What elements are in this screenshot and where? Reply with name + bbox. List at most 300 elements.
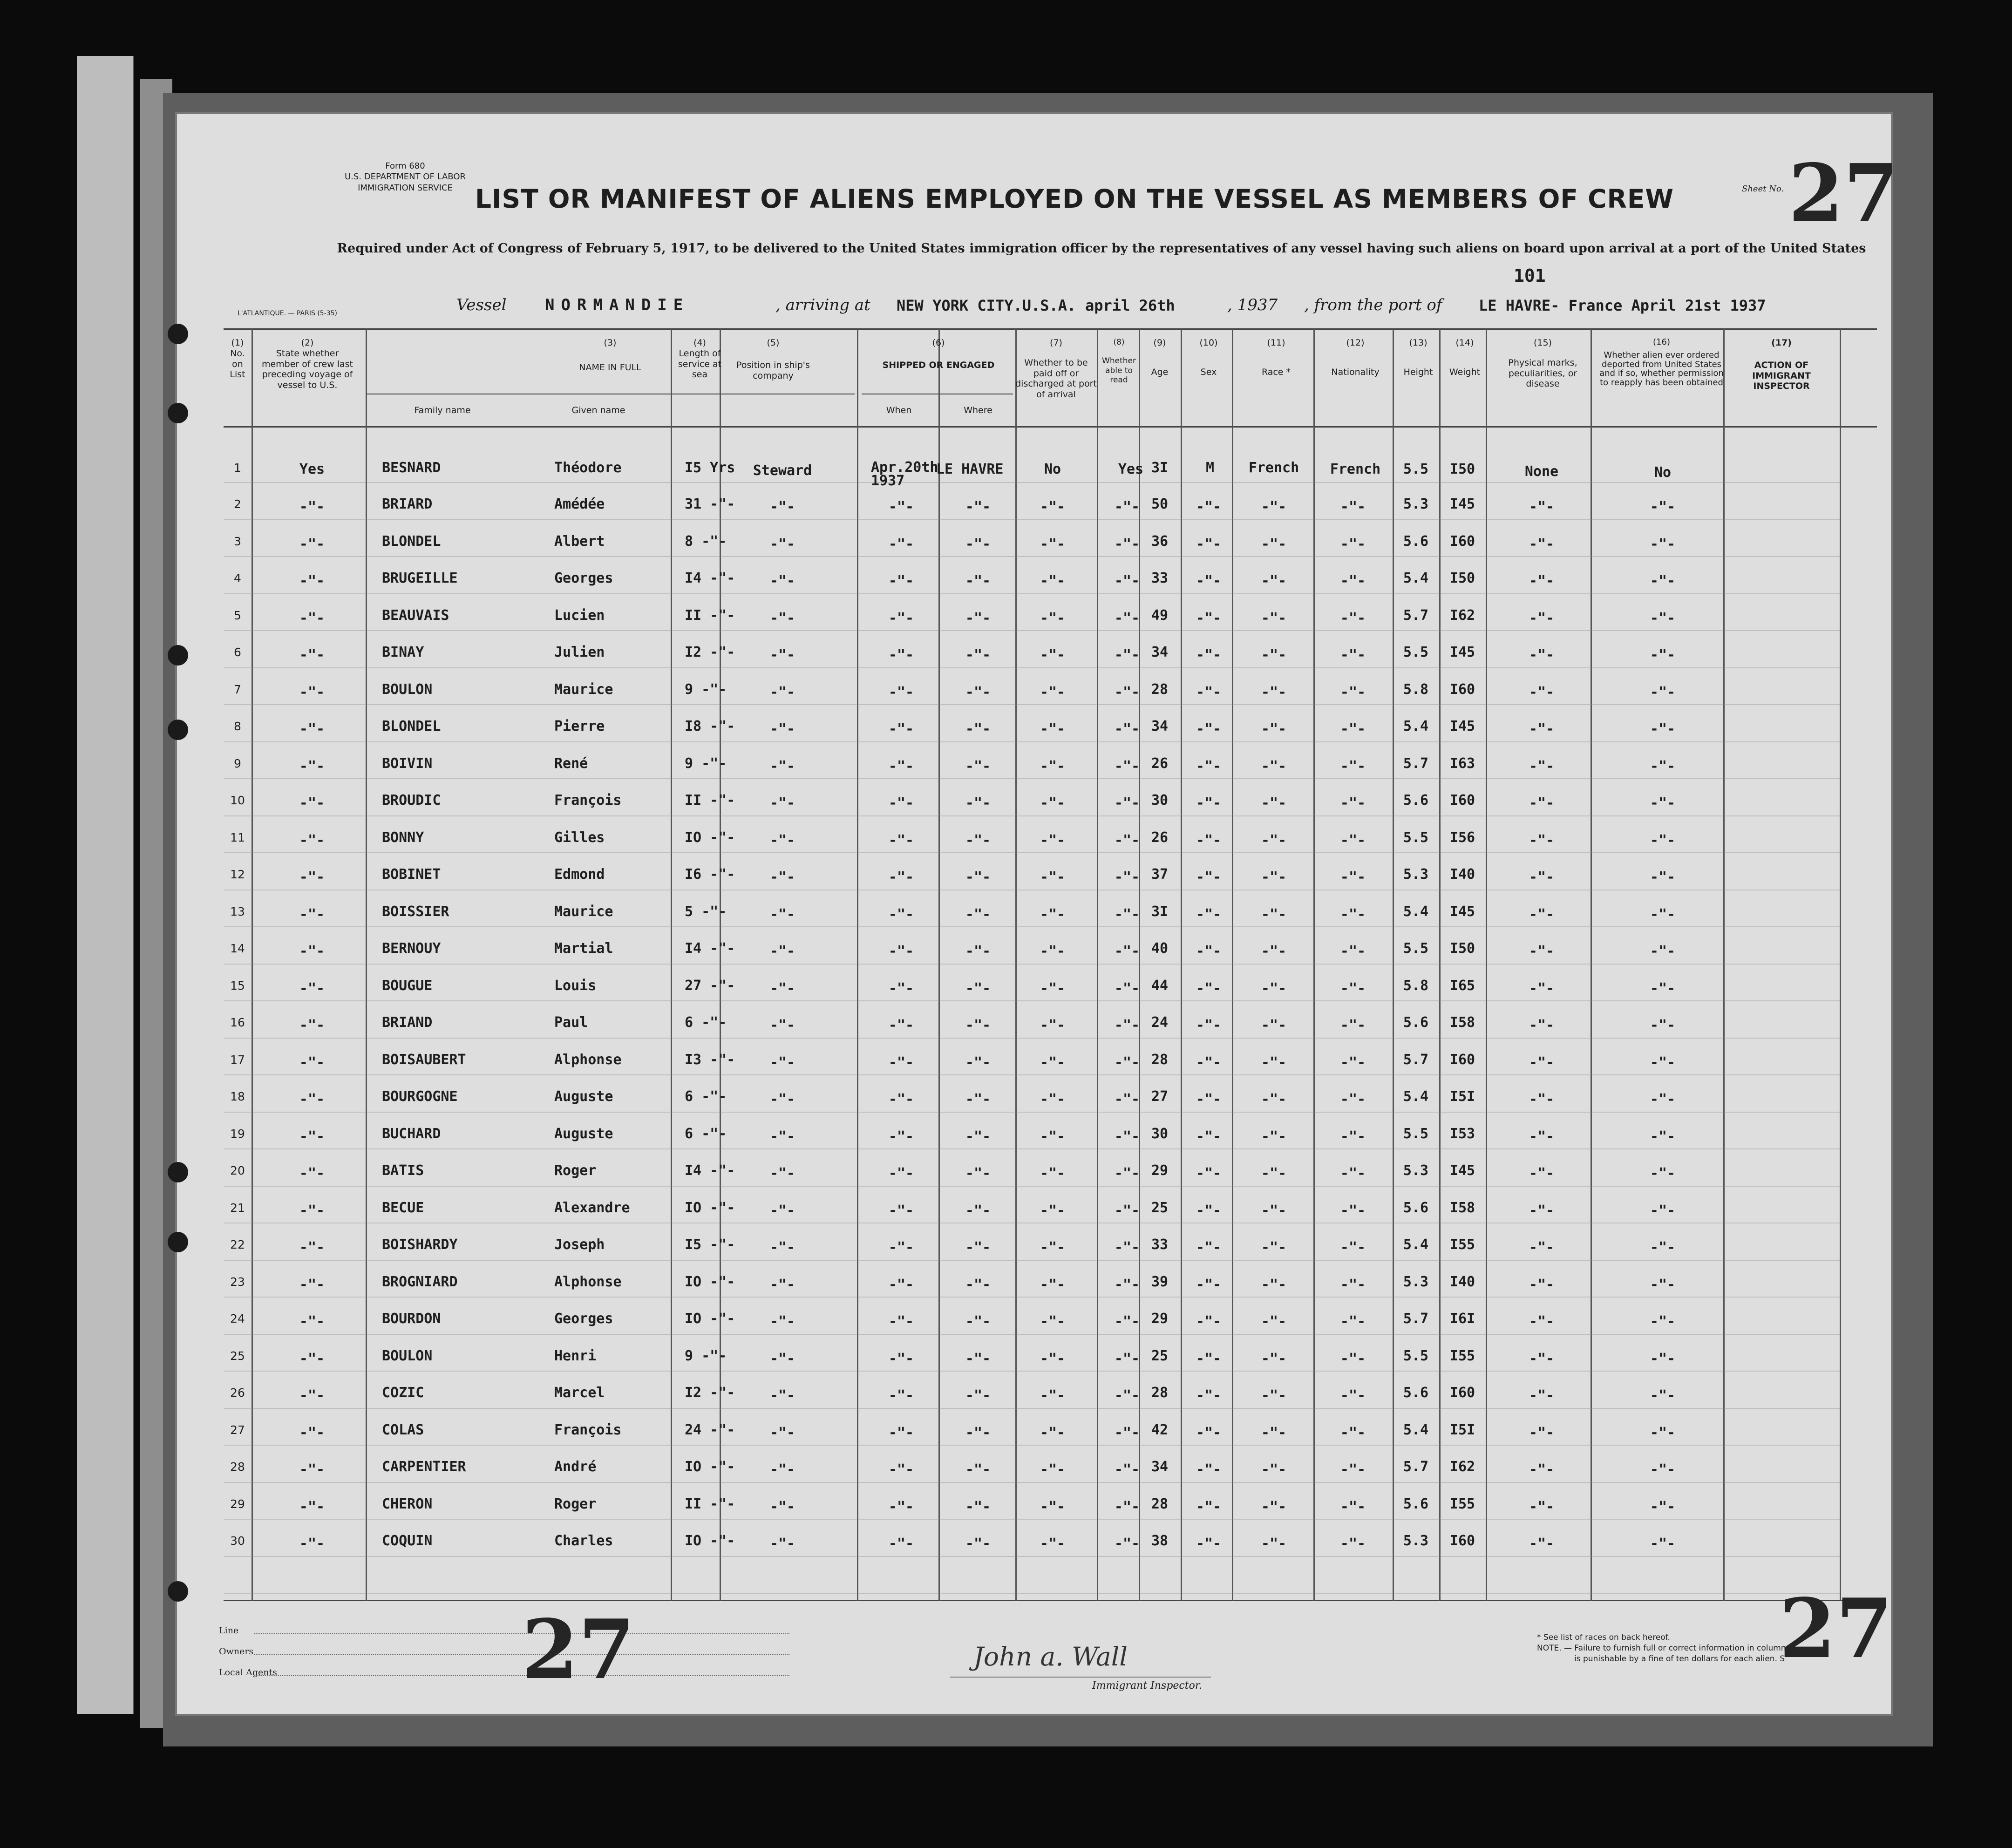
cell-able-to-read: -"- — [1114, 1535, 1140, 1552]
cell-age: 44 — [1151, 978, 1169, 994]
cell-physical-marks: -"- — [1529, 499, 1555, 515]
cell-position: -"- — [769, 1128, 795, 1145]
table-bottom-border — [224, 1600, 1877, 1601]
cell-deported: -"- — [1650, 869, 1676, 885]
cell-paid-off: -"- — [1040, 906, 1066, 923]
arrival-port: NEW YORK CITY.U.S.A. — [897, 297, 1076, 314]
cell-able-to-read: -"- — [1114, 1165, 1140, 1182]
cell-given-name: Auguste — [554, 1088, 613, 1105]
cell-position: -"- — [769, 1425, 795, 1441]
cell-sex: -"- — [1196, 721, 1222, 737]
cell-when: -"- — [888, 1387, 914, 1404]
row-rule — [224, 1297, 1840, 1298]
cell-where: -"- — [965, 1017, 991, 1033]
cell-sex: -"- — [1196, 1461, 1222, 1478]
cell-paid-off: -"- — [1040, 1054, 1066, 1071]
cell-family-name: BOISSIER — [382, 904, 449, 920]
cell-weight: I62 — [1449, 1459, 1475, 1475]
cell-sex: -"- — [1196, 1535, 1222, 1552]
sheet-label: Sheet No. — [1742, 184, 1784, 194]
cell-weight: I60 — [1449, 1385, 1475, 1401]
cell-sex: -"- — [1196, 499, 1222, 515]
cell-family-name: BLONDEL — [382, 718, 441, 734]
cell-nationality: -"- — [1340, 1091, 1366, 1107]
column-rule — [1439, 329, 1441, 1601]
cell-given-name: François — [554, 1422, 622, 1438]
cell-service-length: 6 -"- — [685, 1088, 727, 1105]
row-number: 22 — [230, 1238, 245, 1251]
cell-previous-voyage: Yes — [299, 461, 325, 477]
cell-deported: -"- — [1650, 1461, 1676, 1478]
cell-when: -"- — [888, 1313, 914, 1330]
cell-height: 5.5 — [1403, 829, 1429, 846]
cell-age: 30 — [1151, 1126, 1169, 1142]
vessel-label: Vessel — [456, 296, 507, 314]
vessel-name: NORMANDIE — [545, 296, 690, 314]
cell-family-name: BOURDON — [382, 1311, 441, 1327]
cell-where: -"- — [965, 943, 991, 959]
cell-race: -"- — [1261, 1239, 1287, 1256]
cell-where: LE HAVRE — [936, 461, 1004, 477]
row-rule — [224, 815, 1840, 816]
row-number: 7 — [234, 683, 241, 696]
cell-able-to-read: -"- — [1114, 721, 1140, 737]
cell-family-name: BATIS — [382, 1162, 424, 1179]
cell-physical-marks: -"- — [1529, 906, 1555, 923]
cell-physical-marks: -"- — [1529, 758, 1555, 775]
cell-height: 5.5 — [1403, 1126, 1429, 1142]
cell-paid-off: -"- — [1040, 1203, 1066, 1219]
row-rule — [224, 1593, 1840, 1594]
col-header-read: (8) Whether able to read — [1102, 338, 1136, 385]
cell-where: -"- — [965, 906, 991, 923]
cell-service-length: 9 -"- — [685, 681, 727, 698]
cell-physical-marks: -"- — [1529, 1128, 1555, 1145]
col-header-race: (11) Race * — [1261, 338, 1291, 377]
col-subheader-where: Where — [964, 405, 992, 415]
cell-service-length: I8 -"- — [685, 718, 735, 734]
cell-physical-marks: -"- — [1529, 1425, 1555, 1441]
cell-given-name: Louis — [554, 978, 597, 994]
row-number: 28 — [230, 1460, 245, 1474]
cell-where: -"- — [965, 684, 991, 700]
cell-race: -"- — [1261, 1165, 1287, 1182]
cell-service-length: 24 -"- — [685, 1422, 735, 1438]
cell-race: -"- — [1261, 573, 1287, 589]
col-header-previous-voyage: (2) State whether member of crew last preceding voyage of vessel to U.S. — [261, 338, 353, 391]
cell-previous-voyage: -"- — [299, 869, 325, 885]
cell-height: 5.8 — [1403, 978, 1429, 994]
row-rule — [224, 704, 1840, 705]
cell-paid-off: -"- — [1040, 573, 1066, 589]
cell-previous-voyage: -"- — [299, 684, 325, 700]
row-number: 29 — [230, 1497, 245, 1511]
row-number: 6 — [234, 645, 241, 659]
row-rule — [224, 1260, 1840, 1261]
cell-paid-off: -"- — [1040, 832, 1066, 849]
cell-nationality: -"- — [1340, 795, 1366, 811]
cell-weight: I60 — [1449, 1533, 1475, 1549]
cell-race: -"- — [1261, 1054, 1287, 1071]
cell-previous-voyage: -"- — [299, 1091, 325, 1107]
cell-able-to-read: -"- — [1114, 943, 1140, 959]
cell-nationality: -"- — [1340, 1165, 1366, 1182]
cell-deported: -"- — [1650, 1387, 1676, 1404]
signature-rule — [950, 1677, 1211, 1678]
cell-sex: -"- — [1196, 832, 1222, 849]
cell-weight: I58 — [1449, 1014, 1475, 1031]
cell-nationality: -"- — [1340, 832, 1366, 849]
cell-previous-voyage: -"- — [299, 647, 325, 663]
cell-physical-marks: -"- — [1529, 721, 1555, 737]
cell-height: 5.7 — [1403, 607, 1429, 624]
cell-position: -"- — [769, 832, 795, 849]
cell-weight: I60 — [1449, 533, 1475, 550]
cell-nationality: -"- — [1340, 758, 1366, 775]
cell-when: -"- — [888, 1165, 914, 1182]
cell-race: French — [1248, 460, 1299, 476]
cell-nationality: -"- — [1340, 1387, 1366, 1404]
cell-given-name: Martial — [554, 940, 613, 957]
col-subheader-family: Family name — [414, 405, 471, 415]
cell-previous-voyage: -"- — [299, 1535, 325, 1552]
cell-paid-off: -"- — [1040, 499, 1066, 515]
row-number: 19 — [230, 1127, 245, 1141]
row-rule — [224, 1112, 1840, 1113]
cell-when: -"- — [888, 573, 914, 589]
cell-family-name: BOULON — [382, 1348, 433, 1364]
column-rule — [1393, 329, 1394, 1601]
column-rule — [671, 329, 672, 1601]
cell-when: -"- — [888, 1203, 914, 1219]
cell-age: 3I — [1151, 460, 1169, 476]
cell-position: -"- — [769, 573, 795, 589]
cell-where: -"- — [965, 1203, 991, 1219]
cell-position: -"- — [769, 980, 795, 997]
cell-sex: -"- — [1196, 647, 1222, 663]
cell-paid-off: No — [1044, 461, 1061, 477]
cell-previous-voyage: -"- — [299, 1165, 325, 1182]
cell-position: -"- — [769, 1387, 795, 1404]
cell-race: -"- — [1261, 647, 1287, 663]
column-rule — [1840, 329, 1841, 1601]
cell-weight: I6I — [1449, 1311, 1475, 1327]
page-title: LIST OR MANIFEST OF ALIENS EMPLOYED ON THE VESSEL AS MEMBERS OF CREW — [475, 184, 1674, 214]
cell-height: 5.5 — [1403, 940, 1429, 957]
cell-paid-off: -"- — [1040, 1128, 1066, 1145]
cell-previous-voyage: -"- — [299, 1425, 325, 1441]
cell-nationality: -"- — [1340, 943, 1366, 959]
cell-weight: I55 — [1449, 1348, 1475, 1364]
cell-service-length: I3 -"- — [685, 1052, 735, 1068]
cell-sex: -"- — [1196, 1239, 1222, 1256]
cell-sex: -"- — [1196, 1017, 1222, 1033]
punch-hole — [168, 324, 188, 344]
cell-family-name: BUCHARD — [382, 1126, 441, 1142]
cell-race: -"- — [1261, 1017, 1287, 1033]
cell-sex: -"- — [1196, 758, 1222, 775]
row-number: 2 — [234, 497, 241, 511]
cell-where: -"- — [965, 758, 991, 775]
cell-deported: -"- — [1650, 795, 1676, 811]
cell-when: -"- — [888, 869, 914, 885]
cell-paid-off: -"- — [1040, 1535, 1066, 1552]
cell-service-length: 31 -"- — [685, 496, 735, 512]
table-top-border — [224, 328, 1877, 330]
sheet-number: 27 — [1788, 147, 1899, 240]
cell-race: -"- — [1261, 721, 1287, 737]
cell-service-length: 6 -"- — [685, 1126, 727, 1142]
cell-physical-marks: -"- — [1529, 1165, 1555, 1182]
cell-given-name: Marcel — [554, 1385, 605, 1401]
cell-nationality: -"- — [1340, 1277, 1366, 1293]
cell-age: 26 — [1151, 755, 1169, 772]
row-number: 27 — [230, 1423, 245, 1437]
cell-age: 38 — [1151, 1533, 1169, 1549]
cell-when: -"- — [888, 1239, 914, 1256]
cell-service-length: I4 -"- — [685, 1162, 735, 1179]
cell-able-to-read: -"- — [1114, 795, 1140, 811]
arrival-year: , 1937 — [1227, 296, 1278, 314]
cell-previous-voyage: -"- — [299, 906, 325, 923]
cell-position: -"- — [769, 684, 795, 700]
cell-sex: -"- — [1196, 906, 1222, 923]
arriving-label: , arriving at — [775, 296, 870, 314]
row-rule — [224, 741, 1840, 742]
column-rule — [1139, 329, 1140, 1601]
cell-previous-voyage: -"- — [299, 980, 325, 997]
row-number: 13 — [230, 905, 245, 918]
cell-physical-marks: -"- — [1529, 1017, 1555, 1033]
cell-height: 5.7 — [1403, 755, 1429, 772]
row-number: 30 — [230, 1534, 245, 1548]
cell-sex: -"- — [1196, 536, 1222, 552]
cell-given-name: Henri — [554, 1348, 597, 1364]
cell-service-length: IO -"- — [685, 829, 735, 846]
cell-weight: I63 — [1449, 755, 1475, 772]
cell-deported: No — [1654, 464, 1672, 481]
cell-service-length: I2 -"- — [685, 1385, 735, 1401]
cell-physical-marks: -"- — [1529, 1461, 1555, 1478]
cell-nationality: -"- — [1340, 721, 1366, 737]
local-agents-label: Local Agents — [219, 1667, 277, 1678]
cell-service-length: II -"- — [685, 792, 735, 808]
cell-able-to-read: -"- — [1114, 1239, 1140, 1256]
cell-deported: -"- — [1650, 1203, 1676, 1219]
departure-port: LE HAVRE- France April 21st 1937 — [1479, 297, 1766, 314]
cell-weight: I50 — [1449, 940, 1475, 957]
row-rule — [224, 1186, 1840, 1187]
row-number: 9 — [234, 757, 241, 770]
cell-deported: -"- — [1650, 758, 1676, 775]
cell-able-to-read: -"- — [1114, 1277, 1140, 1293]
line-label: Line — [219, 1625, 239, 1636]
cell-weight: I45 — [1449, 718, 1475, 734]
cell-family-name: BOBINET — [382, 866, 441, 883]
cell-service-length: IO -"- — [685, 1533, 735, 1549]
cell-family-name: BRIARD — [382, 496, 433, 512]
cell-deported: -"- — [1650, 573, 1676, 589]
col-header-nationality: (12) Nationality — [1331, 338, 1380, 377]
cell-nationality: -"- — [1340, 980, 1366, 997]
cell-given-name: Alphonse — [554, 1274, 622, 1290]
cell-given-name: Julien — [554, 644, 605, 660]
cell-family-name: BOISHARDY — [382, 1237, 458, 1253]
cell-deported: -"- — [1650, 1017, 1676, 1033]
cell-race: -"- — [1261, 1461, 1287, 1478]
cell-given-name: Pierre — [554, 718, 605, 734]
cell-where: -"- — [965, 1239, 991, 1256]
cell-nationality: -"- — [1340, 1203, 1366, 1219]
row-rule — [224, 1000, 1840, 1001]
cell-physical-marks: -"- — [1529, 647, 1555, 663]
cell-race: -"- — [1261, 1091, 1287, 1107]
col-header-age: (9) Age — [1151, 338, 1169, 377]
cell-age: 28 — [1151, 1052, 1169, 1068]
cell-service-length: IO -"- — [685, 1311, 735, 1327]
cell-previous-voyage: -"- — [299, 1499, 325, 1515]
row-rule — [224, 1334, 1840, 1335]
cell-paid-off: -"- — [1040, 758, 1066, 775]
cell-sex: -"- — [1196, 980, 1222, 997]
cell-physical-marks: -"- — [1529, 684, 1555, 700]
cell-given-name: Roger — [554, 1162, 597, 1179]
cell-physical-marks: -"- — [1529, 1499, 1555, 1515]
col-header-weight: (14) Weight — [1449, 338, 1481, 377]
cell-paid-off: -"- — [1040, 943, 1066, 959]
cell-nationality: -"- — [1340, 1351, 1366, 1367]
punch-hole — [168, 1232, 188, 1252]
cell-when: -"- — [888, 758, 914, 775]
row-rule — [224, 556, 1840, 557]
cell-nationality: -"- — [1340, 1425, 1366, 1441]
col-header-no: (1) No. on List — [230, 338, 245, 380]
cell-family-name: CHERON — [382, 1496, 433, 1512]
cell-previous-voyage: -"- — [299, 1054, 325, 1071]
cell-given-name: Paul — [554, 1014, 588, 1031]
col-header-deported: (16) Whether alien ever ordered deported from United States and if so, whether permission to reapply has been obtained — [1599, 337, 1724, 388]
cell-race: -"- — [1261, 610, 1287, 626]
cell-age: 25 — [1151, 1348, 1169, 1364]
row-number: 12 — [230, 868, 245, 881]
cell-position: -"- — [769, 647, 795, 663]
cell-age: 29 — [1151, 1311, 1169, 1327]
cell-able-to-read: -"- — [1114, 536, 1140, 552]
cell-weight: I5I — [1449, 1088, 1475, 1105]
cell-nationality: -"- — [1340, 684, 1366, 700]
cell-previous-voyage: -"- — [299, 1128, 325, 1145]
cell-paid-off: -"- — [1040, 1461, 1066, 1478]
cell-position: -"- — [769, 1091, 795, 1107]
cell-given-name: Georges — [554, 570, 613, 586]
column-rule — [1591, 329, 1592, 1601]
cell-when: Apr.20th 1937 — [871, 459, 938, 489]
cell-age: 34 — [1151, 644, 1169, 660]
cell-sex: -"- — [1196, 943, 1222, 959]
cell-paid-off: -"- — [1040, 1351, 1066, 1367]
cell-height: 5.4 — [1403, 1422, 1429, 1438]
cell-able-to-read: -"- — [1114, 1425, 1140, 1441]
cell-sex: -"- — [1196, 1499, 1222, 1515]
cell-weight: I53 — [1449, 1126, 1475, 1142]
row-number: 5 — [234, 609, 241, 622]
arrival-date: april 26th — [1085, 297, 1175, 314]
cell-physical-marks: -"- — [1529, 1239, 1555, 1256]
cell-sex: -"- — [1196, 1203, 1222, 1219]
cell-where: -"- — [965, 1091, 991, 1107]
cell-physical-marks: -"- — [1529, 980, 1555, 997]
cell-sex: -"- — [1196, 573, 1222, 589]
row-number: 18 — [230, 1090, 245, 1103]
cell-paid-off: -"- — [1040, 1277, 1066, 1293]
cell-weight: I45 — [1449, 904, 1475, 920]
form-number: Form 680 — [385, 161, 425, 171]
row-number: 21 — [230, 1201, 245, 1215]
cell-position: -"- — [769, 1203, 795, 1219]
cell-able-to-read: -"- — [1114, 1461, 1140, 1478]
cell-deported: -"- — [1650, 1165, 1676, 1182]
cell-service-length: I4 -"- — [685, 940, 735, 957]
cell-able-to-read: -"- — [1114, 610, 1140, 626]
cell-where: -"- — [965, 1054, 991, 1071]
col-header-physical-marks: (15) Physical marks, peculiarities, or disease — [1508, 338, 1577, 389]
cell-race: -"- — [1261, 1351, 1287, 1367]
cell-when: -"- — [888, 684, 914, 700]
row-rule — [224, 1445, 1840, 1446]
cell-family-name: BINAY — [382, 644, 424, 660]
binder-edge — [77, 56, 134, 1714]
cell-able-to-read: -"- — [1114, 1017, 1140, 1033]
cell-race: -"- — [1261, 906, 1287, 923]
cell-age: 49 — [1151, 607, 1169, 624]
cell-sex: -"- — [1196, 869, 1222, 885]
cell-given-name: Albert — [554, 533, 605, 550]
cell-deported: -"- — [1650, 536, 1676, 552]
cell-family-name: BOIVIN — [382, 755, 433, 772]
cell-weight: I60 — [1449, 1052, 1475, 1068]
row-number: 3 — [234, 535, 241, 548]
col-header-height: (13) Height — [1403, 338, 1433, 377]
row-rule — [224, 852, 1840, 853]
cell-position: -"- — [769, 1461, 795, 1478]
cell-age: 28 — [1151, 1496, 1169, 1512]
cell-where: -"- — [965, 1387, 991, 1404]
cell-able-to-read: -"- — [1114, 869, 1140, 885]
col-header-paid-off: (7) Whether to be paid off or discharged at port of arrival — [1015, 338, 1097, 400]
row-rule — [224, 778, 1840, 779]
cell-deported: -"- — [1650, 499, 1676, 515]
cell-height: 5.3 — [1403, 1274, 1429, 1290]
cell-deported: -"- — [1650, 1313, 1676, 1330]
cell-where: -"- — [965, 610, 991, 626]
department-name: U.S. DEPARTMENT OF LABOR — [345, 172, 466, 182]
cell-where: -"- — [965, 1499, 991, 1515]
row-rule — [224, 630, 1840, 631]
row-rule — [224, 1408, 1840, 1409]
cell-able-to-read: -"- — [1114, 499, 1140, 515]
cell-when: -"- — [888, 536, 914, 552]
cell-deported: -"- — [1650, 647, 1676, 663]
cell-age: 27 — [1151, 1088, 1169, 1105]
cell-age: 26 — [1151, 829, 1169, 846]
cell-family-name: BERNOUY — [382, 940, 441, 957]
row-rule — [224, 1074, 1840, 1075]
col-header-sex: (10) Sex — [1199, 338, 1218, 377]
cell-where: -"- — [965, 721, 991, 737]
cell-height: 5.3 — [1403, 496, 1429, 512]
punch-hole — [168, 1162, 188, 1182]
cell-weight: I65 — [1449, 978, 1475, 994]
